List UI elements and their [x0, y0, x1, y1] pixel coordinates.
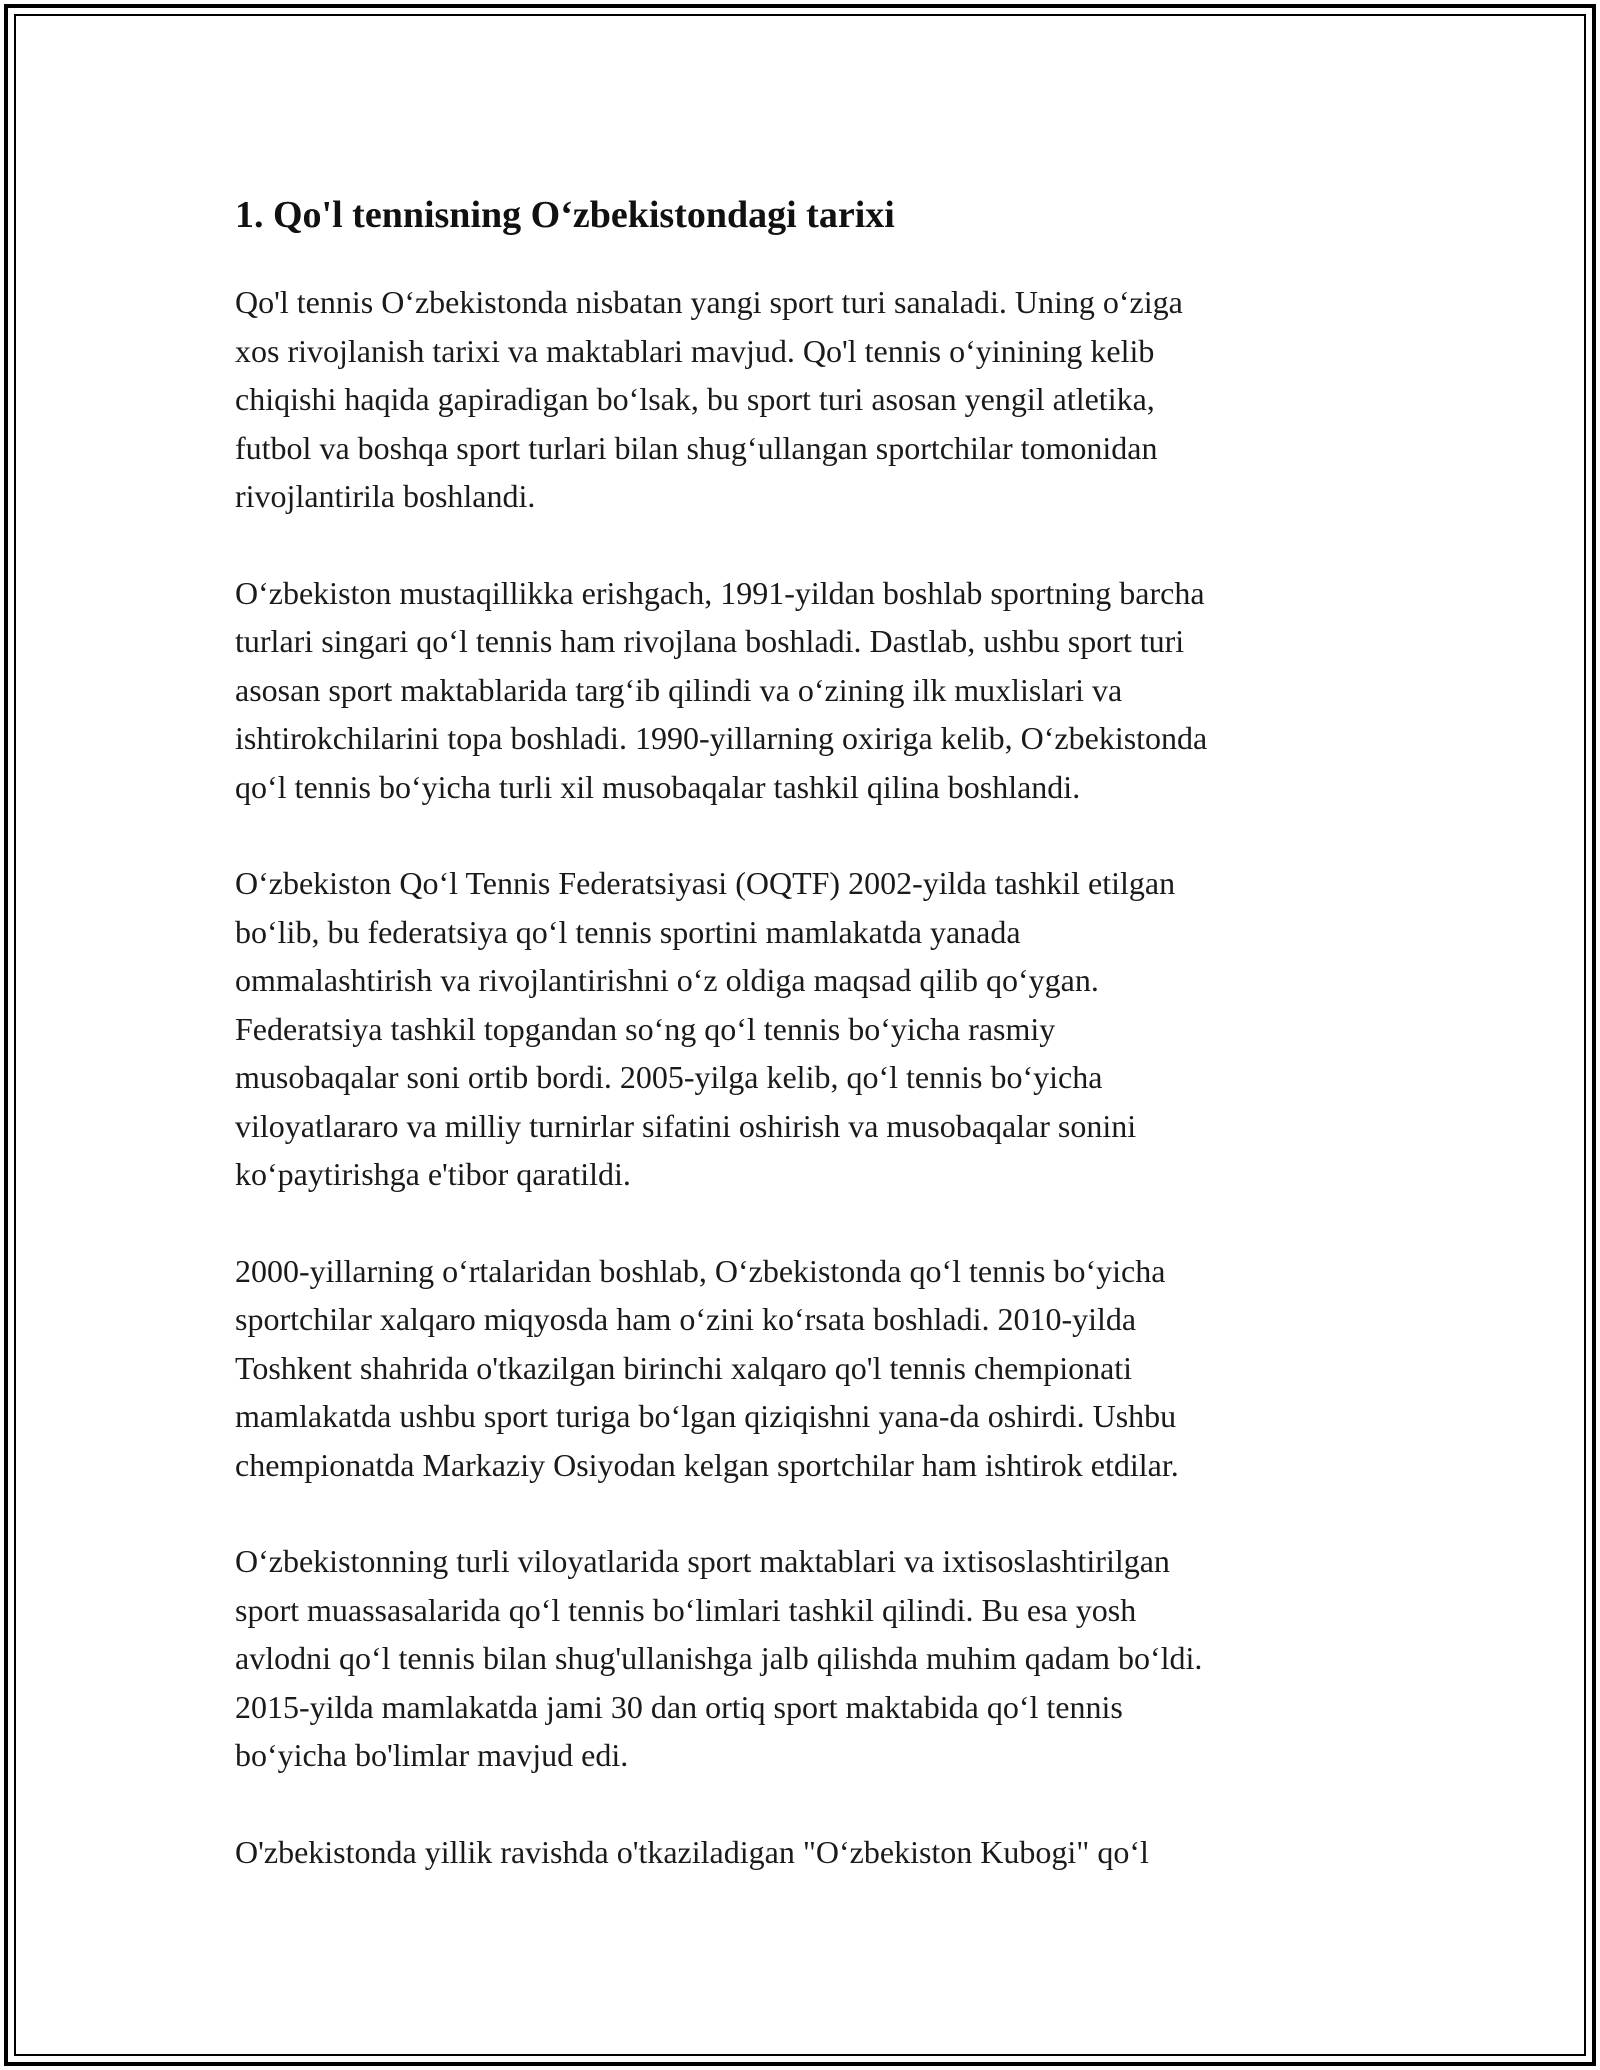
- text-line: O‘zbekiston mustaqillikka erishgach, 1991-yildan boshlab sportning barcha: [235, 574, 1205, 611]
- text-line: 2015-yilda mamlakatda jami 30 dan ortiq sport maktabida qo‘l tennis: [235, 1688, 1123, 1725]
- text-line: turlari singari qo‘l tennis ham rivojlana boshladi. Dastlab, ushbu sport turi: [235, 623, 1185, 659]
- text-line: chiqishi haqida gapiradigan bo‘lsak, bu sport turi asosan yengil atletika,: [235, 381, 1155, 417]
- text-line: O‘zbekiston Qo‘l Tennis Federatsiyasi (OQTF) 2002-yilda tashkil etilgan: [235, 865, 1176, 901]
- text-line: chempionatda Markaziy Osiyodan kelgan sportchilar ham ishtirok etdilar.: [235, 1446, 1179, 1483]
- text-line: O‘zbekistonning turli viloyatlarida sport maktablari va ixtisoslashtirilgan: [235, 1543, 1170, 1579]
- text-line: avlodni qo‘l tennis bilan shug'ullanishga jalb qilishda muhim qadam bo‘ldi.: [235, 1640, 1203, 1676]
- paragraph-1: [235, 278, 1375, 521]
- text-line: futbol va boshqa sport turlari bilan shug‘ullangan sportchilar tomonidan: [235, 429, 1158, 466]
- text-line: Qo'l tennis O‘zbekistonda nisbatan yangi sport turi sanaladi. Uning o‘ziga: [235, 284, 1183, 320]
- text-line: musobaqalar soni ortib bordi. 2005-yilga kelib, qo‘l tennis bo‘yicha: [235, 1059, 1103, 1095]
- paragraph-4: [235, 1247, 1375, 1490]
- text-line: ko‘paytirishga e'tibor qaratildi.: [235, 1156, 631, 1192]
- text-line: bo‘lib, bu federatsiya qo‘l tennis sportini mamlakatda yanada: [235, 913, 1021, 950]
- text-line: xos rivojlanish tarixi va maktablari mavjud. Qo'l tennis o‘yinining kelib: [235, 332, 1155, 369]
- text-line: viloyatlararo va milliy turnirlar sifatini oshirish va musobaqalar sonini: [235, 1107, 1137, 1144]
- text-line: ommalashtirish va rivojlantirishni o‘z oldiga maqsad qilib qo‘ygan.: [235, 962, 1099, 998]
- section-heading: 1. Qo'l tennisning O‘zbekistondagi tarixi: [235, 194, 895, 236]
- paragraph-2: [235, 569, 1375, 812]
- text-line: rivojlantirila boshlandi.: [235, 478, 536, 514]
- text-line: Federatsiya tashkil topgandan so‘ng qo‘l tennis bo‘yicha rasmiy: [235, 1010, 1056, 1047]
- text-line: ishtirokchilarini topa boshladi. 1990-yillarning oxiriga kelib, O‘zbekistonda: [235, 720, 1208, 756]
- text-line: mamlakatda ushbu sport turiga bo‘lgan qiziqishni yana-da oshirdi. Ushbu: [235, 1398, 1177, 1434]
- text-line: asosan sport maktablarida targ‘ib qilindi va o‘zining ilk muxlislari va: [235, 671, 1123, 708]
- text-line: sport muassasalarida qo‘l tennis bo‘limlari tashkil qilindi. Bu esa yosh: [235, 1591, 1137, 1628]
- text-line: bo‘yicha bo'limlar mavjud edi.: [235, 1737, 629, 1773]
- paragraph-3: [235, 859, 1375, 1199]
- text-line: sportchilar xalqaro miqyosda ham o‘zini ko‘rsata boshladi. 2010-yilda: [235, 1301, 1137, 1337]
- text-line: qo‘l tennis bo‘yicha turli xil musobaqalar tashkil qilina boshlandi.: [235, 768, 1081, 805]
- text-line: 2000-yillarning o‘rtalaridan boshlab, O‘zbekistonda qo‘l tennis bo‘yicha: [235, 1252, 1166, 1289]
- document-body: [235, 186, 1375, 1924]
- text-line: Toshkent shahrida o'tkazilgan birinchi xalqaro qo'l tennis chempionati: [235, 1349, 1133, 1386]
- paragraph-5: [235, 1537, 1375, 1780]
- text-line: O'zbekistonda yillik ravishda o'tkaziladigan "O‘zbekiston Kubogi" qo‘l: [235, 1833, 1149, 1870]
- paragraph-6: [235, 1828, 1375, 1877]
